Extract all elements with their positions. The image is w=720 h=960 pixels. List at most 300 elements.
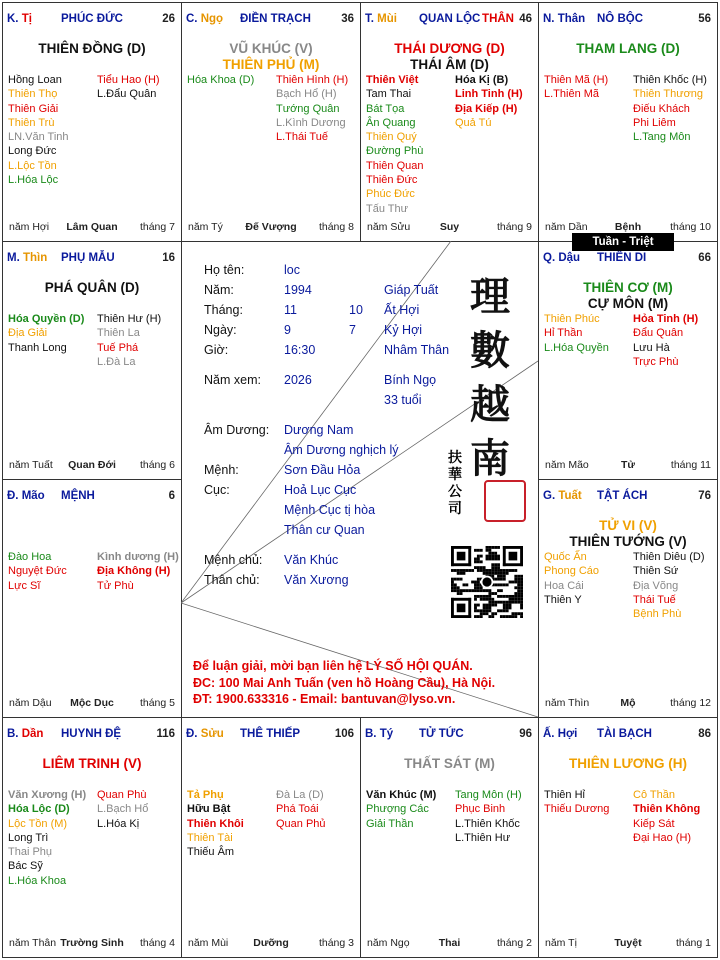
minor-stars-left xyxy=(366,788,436,831)
palace-name: HUYNH ĐỆ xyxy=(61,728,122,740)
palace-position xyxy=(543,252,580,264)
label-am-duong: Âm Dương: xyxy=(204,423,270,437)
minor-stars-left xyxy=(187,73,254,87)
palace-chi: Dậu xyxy=(558,252,581,264)
minor-star: Hữu Bật xyxy=(187,803,231,816)
palace-year: năm Thìn xyxy=(545,697,590,709)
palace-dai-han: 26 xyxy=(162,13,175,25)
minor-star: L.Hóa Khoa xyxy=(8,874,67,887)
minor-star: Thiên Hình (H) xyxy=(276,74,349,86)
palace-footer xyxy=(7,937,177,951)
main-star: CỰ MÔN (M) xyxy=(587,296,669,311)
minor-star: Thiếu Dương xyxy=(544,803,610,816)
minor-star: Tang Môn (H) xyxy=(455,789,522,801)
palace-chi: Mùi xyxy=(377,13,397,25)
palace-ty xyxy=(2,2,182,242)
palace-mui xyxy=(360,2,539,242)
palace-month: tháng 7 xyxy=(139,221,175,233)
palace-year: năm Tý xyxy=(188,221,223,233)
minor-star: Hồng Loan xyxy=(8,74,62,86)
truong-sinh: Thai xyxy=(438,937,461,949)
minor-star: L.Thiên Khốc xyxy=(455,817,520,830)
main-star: THIÊN CƠ (M) xyxy=(583,280,673,295)
palace-dai-han: 116 xyxy=(156,728,175,740)
minor-star: L.Hóa Kị xyxy=(97,817,140,830)
value-nam-can: Giáp Tuất xyxy=(384,283,439,297)
minor-stars-right xyxy=(97,550,179,593)
truong-sinh: Tuyệt xyxy=(614,937,642,949)
palace-header xyxy=(186,728,356,740)
value-nam-xem-can: Bính Ngọ xyxy=(384,373,437,387)
palace-month: tháng 4 xyxy=(139,937,175,949)
main-star: TỬ VI (V) xyxy=(599,518,657,533)
palace-footer xyxy=(186,221,356,235)
minor-star: Tuế Phá xyxy=(97,341,139,354)
minor-star: Cô Thần xyxy=(633,789,675,801)
contact-line-3: ĐT: 1900.633316 - Email: bantuvan@lyso.vn. xyxy=(193,692,456,706)
palace-position xyxy=(7,252,47,264)
main-star: THIÊN LƯƠNG (H) xyxy=(569,756,687,771)
qr-code-icon[interactable] xyxy=(451,546,523,618)
calligraphy-char: 數 xyxy=(470,327,510,374)
minor-star: Long Trì xyxy=(8,831,49,844)
main-star: THIÊN PHỦ (M) xyxy=(222,57,320,72)
minor-star: Thiên Không xyxy=(633,803,701,816)
palace-name: NÔ BỘC xyxy=(597,13,643,25)
value-cuc-2: Mệnh Cục tị hòa xyxy=(284,503,376,517)
minor-star: Hoa Cái xyxy=(544,579,584,592)
palace-dan xyxy=(2,717,182,958)
minor-star: L.Kình Dương xyxy=(276,116,346,129)
calligraphy-char: 理 xyxy=(470,273,510,320)
minor-star: Quốc Ấn xyxy=(544,551,587,563)
minor-stars-left xyxy=(8,73,69,187)
palace-dai-han: 16 xyxy=(162,252,175,264)
palace-name: THÊ THIẾP xyxy=(240,728,301,740)
palace-chi: Sửu xyxy=(200,728,224,740)
palace-header xyxy=(7,728,177,740)
minor-star: Phá Toái xyxy=(276,803,319,816)
minor-star: Thiên Thương xyxy=(633,88,704,101)
main-star: THÁI ÂM (D) xyxy=(410,57,489,72)
palace-chi: Mão xyxy=(21,490,45,502)
palace-dai-han: 56 xyxy=(698,13,711,25)
palace-name: THIÊN DI xyxy=(597,252,647,264)
minor-stars-left xyxy=(544,550,599,607)
minor-stars-left xyxy=(544,788,609,817)
palace-position xyxy=(7,490,45,502)
side-calligraphy-char: 公 xyxy=(448,484,462,500)
minor-star: Thiên Hư (H) xyxy=(97,313,162,325)
side-calligraphy xyxy=(448,450,464,518)
minor-star: Thiên Thọ xyxy=(8,88,58,101)
minor-stars-left xyxy=(8,788,86,888)
minor-star: Tiểu Hao (H) xyxy=(97,74,160,86)
palace-footer xyxy=(543,697,713,711)
palace-position xyxy=(365,13,397,25)
palace-chi: Hợi xyxy=(557,728,578,740)
minor-star: L.Hóa Lộc xyxy=(8,174,59,187)
main-star: THẤT SÁT (M) xyxy=(404,756,495,771)
palace-header xyxy=(543,13,713,25)
palace-thin xyxy=(2,241,182,480)
palace-year: năm Mão xyxy=(545,459,589,471)
palace-year: năm Sửu xyxy=(367,221,411,233)
minor-star: Bệnh Phù xyxy=(633,608,682,621)
minor-star: L.Thiên Mã xyxy=(544,88,600,101)
palace-dai-han: 6 xyxy=(168,490,175,502)
value-gio-can: Nhâm Thân xyxy=(384,343,450,357)
minor-stars-right xyxy=(455,73,523,130)
palace-footer xyxy=(365,221,534,235)
minor-star: Hóa Quyền (D) xyxy=(8,313,85,325)
minor-star: Thiên Sứ xyxy=(633,565,679,578)
minor-star: Thanh Long xyxy=(8,341,67,354)
palace-month: tháng 1 xyxy=(675,937,711,949)
minor-stars-right xyxy=(455,788,522,845)
palace-position xyxy=(543,728,577,740)
minor-star: Điếu Khách xyxy=(633,102,690,115)
minor-star: Thiên Đức xyxy=(366,174,418,187)
minor-star: Địa Kiếp (H) xyxy=(455,102,518,115)
palace-month: tháng 8 xyxy=(318,221,354,233)
minor-star: Thiên Giải xyxy=(8,102,59,115)
value-cuc: Hoả Lục Cục xyxy=(284,483,357,497)
palace-footer xyxy=(7,459,177,473)
label-gio: Giờ: xyxy=(204,343,229,357)
label-cuc: Cục: xyxy=(204,483,230,497)
minor-stars-right xyxy=(97,312,161,369)
minor-star: Thiên Quan xyxy=(366,159,424,172)
palace-mao xyxy=(2,479,182,718)
minor-star: Lộc Tồn (M) xyxy=(8,817,68,830)
side-calligraphy-char: 司 xyxy=(448,501,462,517)
label-menh: Mệnh: xyxy=(204,463,239,477)
minor-star: Phong Cáo xyxy=(544,565,600,578)
minor-star: Thiên Mã (H) xyxy=(544,74,609,86)
palace-can: B. xyxy=(365,728,377,740)
palace-dai-han: 76 xyxy=(698,490,711,502)
side-calligraphy-char: 華 xyxy=(448,467,462,483)
palace-year: năm Dần xyxy=(545,221,588,233)
value-gio: 16:30 xyxy=(284,343,316,357)
minor-star: Thiên Quý xyxy=(366,131,417,144)
label-ngay: Ngày: xyxy=(204,323,237,337)
truong-sinh: Đế Vượng xyxy=(245,221,297,233)
minor-star: Đẩu Quân xyxy=(633,327,684,340)
palace-chi: Tuất xyxy=(558,490,582,502)
minor-star: Văn Khúc (M) xyxy=(366,789,437,801)
palace-can: M. xyxy=(7,252,20,264)
value-tuoi: 33 tuổi xyxy=(384,393,422,407)
minor-star: Thiên La xyxy=(97,327,140,340)
minor-star: Linh Tinh (H) xyxy=(455,88,523,101)
palace-year: năm Thân xyxy=(9,937,57,949)
value-menh: Sơn Đầu Hỏa xyxy=(284,463,361,477)
palace-footer xyxy=(7,221,177,235)
minor-star: Văn Xương (H) xyxy=(8,789,87,801)
palace-name: PHÚC ĐỨC xyxy=(61,13,123,25)
minor-star: Địa Giải xyxy=(8,327,48,340)
minor-star: Ân Quang xyxy=(366,116,416,129)
minor-star: Trực Phù xyxy=(633,355,679,368)
minor-star: Phúc Đức xyxy=(366,188,415,201)
palace-chi: Dần xyxy=(21,728,44,740)
minor-star: Quả Tú xyxy=(455,116,492,129)
palace-footer xyxy=(7,697,177,711)
minor-stars-right xyxy=(276,788,326,831)
truong-sinh: Quan Đới xyxy=(68,459,116,471)
minor-star: Kình dương (H) xyxy=(97,551,179,563)
palace-year: năm Dậu xyxy=(9,697,52,709)
minor-star: Phục Binh xyxy=(455,803,506,816)
palace-name: TỬ TỨC xyxy=(419,728,464,740)
minor-star: Đà La (D) xyxy=(276,789,324,801)
main-star: THIÊN TƯỚNG (V) xyxy=(569,534,687,549)
truong-sinh: Lâm Quan xyxy=(66,221,118,233)
palace-year: năm Hợi xyxy=(9,221,50,233)
minor-star: Quan Phủ xyxy=(276,817,326,830)
palace-dai-han: 106 xyxy=(334,728,354,740)
palace-suu xyxy=(181,717,361,958)
minor-stars-left xyxy=(366,73,423,216)
minor-stars-right xyxy=(97,73,160,102)
value-nam-xem: 2026 xyxy=(284,373,312,387)
main-star: THIÊN ĐỒNG (D) xyxy=(38,41,146,56)
palace-dai-han: 96 xyxy=(519,728,532,740)
label-nam: Năm: xyxy=(204,283,234,297)
minor-star: Hỉ Thần xyxy=(544,327,583,340)
label-than-chu: Thân chủ: xyxy=(204,573,260,587)
minor-star: Hóa Kị (B) xyxy=(455,74,509,86)
palace-can: N. xyxy=(543,13,555,25)
palace-name: MỆNH xyxy=(61,490,95,502)
minor-star: L.Lộc Tồn xyxy=(8,159,57,172)
value-ngay-am: 7 xyxy=(349,323,356,337)
palace-position xyxy=(7,728,43,740)
palace-can: Ấ. xyxy=(543,728,555,740)
palace-dai-han: 86 xyxy=(698,728,711,740)
palace-dai-han: 46 xyxy=(519,13,532,25)
minor-star: L.Bạch Hổ xyxy=(97,803,149,816)
minor-star: Tử Phù xyxy=(97,579,134,592)
minor-star: Phượng Các xyxy=(366,803,429,816)
palace-chi: Thân xyxy=(557,13,586,25)
palace-month: tháng 2 xyxy=(496,937,532,949)
minor-stars-right xyxy=(97,788,148,831)
palace-month: tháng 12 xyxy=(670,697,711,709)
palace-year: năm Tuất xyxy=(9,459,53,471)
palace-month: tháng 5 xyxy=(139,697,175,709)
label-ho-ten: Họ tên: xyxy=(204,263,245,277)
minor-star: Thái Tuế xyxy=(633,593,676,606)
minor-star: Thiên Y xyxy=(544,593,582,606)
palace-position xyxy=(186,13,223,25)
minor-stars-left xyxy=(8,550,67,593)
minor-star: Đào Hoa xyxy=(8,551,52,563)
minor-star: Đại Hao (H) xyxy=(633,831,692,844)
calligraphy-char: 越 xyxy=(470,381,510,428)
palace-header xyxy=(186,13,356,25)
minor-stars-left xyxy=(8,312,84,355)
minor-stars-left xyxy=(187,788,244,859)
palace-chi: Tị xyxy=(21,13,32,25)
minor-star: Long Đức xyxy=(8,145,57,158)
palace-header xyxy=(543,490,713,502)
minor-star: Thai Phụ xyxy=(8,846,53,859)
minor-star: Hóa Lộc (D) xyxy=(8,803,70,816)
calligraphy-char: 南 xyxy=(470,435,510,482)
palace-footer xyxy=(543,459,713,473)
minor-star: Tả Phụ xyxy=(187,789,224,801)
value-ho-ten: loc xyxy=(284,263,300,277)
palace-name: TẬT ÁCH xyxy=(597,490,648,502)
palace-can: K. xyxy=(7,13,19,25)
minor-star: Tướng Quân xyxy=(276,102,340,115)
calligraphy xyxy=(470,270,530,486)
minor-stars-left xyxy=(544,312,609,355)
palace-year: năm Tị xyxy=(545,937,577,949)
palace-tuat xyxy=(538,479,718,718)
palace-than xyxy=(538,2,718,242)
minor-star: Bát Tọa xyxy=(366,102,405,115)
minor-star: Lực Sĩ xyxy=(8,579,41,592)
value-am-duong-2: Âm Dương nghịch lý xyxy=(284,443,399,457)
minor-star: Nguyệt Đức xyxy=(8,565,67,578)
palace-hoi xyxy=(538,717,718,958)
minor-star: Hóa Khoa (D) xyxy=(187,74,255,86)
truong-sinh: Dưỡng xyxy=(253,937,289,949)
truong-sinh: Suy xyxy=(439,221,460,233)
palace-dai-han: 66 xyxy=(698,252,711,264)
label-nam-xem: Năm xem: xyxy=(204,373,261,387)
value-cuc-3: Thân cư Quan xyxy=(284,523,365,537)
minor-star: Kiếp Sát xyxy=(633,817,675,830)
minor-star: Quan Phù xyxy=(97,789,147,801)
contact-line-1: Để luận giải, mời bạn liên hệ LÝ SỐ HỘI QUÁN. xyxy=(193,659,473,673)
minor-stars-left xyxy=(544,73,608,102)
palace-header xyxy=(543,252,713,264)
minor-star: Thiên Tài xyxy=(187,831,233,844)
palace-month: tháng 3 xyxy=(318,937,354,949)
palace-chi: Ngọ xyxy=(200,13,224,25)
palace-can: G. xyxy=(543,490,556,502)
red-seal-stamp xyxy=(484,480,526,522)
tuan-triet-badge: Tuần - Triệt xyxy=(572,233,674,251)
main-star: THAM LANG (D) xyxy=(576,41,680,56)
minor-star: Thiên Hỉ xyxy=(544,789,585,801)
palace-month: tháng 11 xyxy=(670,459,711,471)
minor-star: Thiên Trù xyxy=(8,116,55,129)
palace-position xyxy=(543,13,585,25)
palace-month: tháng 9 xyxy=(496,221,532,233)
minor-star: L.Hóa Quyền xyxy=(544,341,609,354)
palace-position xyxy=(186,728,224,740)
palace-footer xyxy=(186,937,356,951)
label-menh-chu: Mệnh chủ: xyxy=(204,553,263,567)
palace-header xyxy=(543,728,713,740)
palace-header xyxy=(365,728,534,740)
minor-star: Thiên Khốc (H) xyxy=(633,74,707,86)
value-menh-chu: Văn Khúc xyxy=(284,553,339,567)
value-thang: 11 xyxy=(284,303,297,317)
palace-can: C. xyxy=(186,13,198,25)
palace-month: tháng 6 xyxy=(139,459,175,471)
palace-dai-han: 36 xyxy=(341,13,354,25)
minor-star: Địa Không (H) xyxy=(97,565,171,578)
palace-name: ĐIỀN TRẠCH xyxy=(240,13,311,25)
main-star: THÁI DƯƠNG (D) xyxy=(394,41,505,56)
minor-star: Thiên Việt xyxy=(366,74,419,86)
value-am-duong: Dương Nam xyxy=(284,423,354,437)
minor-star: L.Tang Môn xyxy=(633,131,691,144)
palace-name: TÀI BẠCH xyxy=(597,728,652,740)
minor-stars-right xyxy=(633,73,707,144)
minor-star: Tấu Thư xyxy=(366,202,409,215)
palace-ngo xyxy=(181,2,361,242)
minor-star: L.Thái Tuế xyxy=(276,131,328,144)
palace-name: QUAN LỘC xyxy=(419,13,481,25)
minor-stars-right xyxy=(633,312,698,369)
palace-ty2 xyxy=(360,717,539,958)
palace-footer xyxy=(543,937,713,951)
palace-header xyxy=(7,490,177,502)
palace-can: B. xyxy=(7,728,19,740)
minor-star: Thiên Diêu (D) xyxy=(633,551,705,563)
minor-star: L.Đẩu Quân xyxy=(97,88,157,101)
palace-can: Đ. xyxy=(186,728,198,740)
minor-star: Phi Liêm xyxy=(633,116,676,129)
minor-star: Thiên Khôi xyxy=(187,817,244,830)
value-nam: 1994 xyxy=(284,283,312,297)
palace-position xyxy=(543,490,582,502)
palace-position xyxy=(7,13,32,25)
palace-can: Q. xyxy=(543,252,556,264)
palace-footer xyxy=(365,937,534,951)
truong-sinh: Tử xyxy=(620,459,636,471)
palace-year: năm Ngọ xyxy=(367,937,410,949)
minor-star: Tam Thai xyxy=(366,88,412,101)
palace-name: PHỤ MẪU xyxy=(61,252,115,264)
palace-than-marker: THÂN xyxy=(482,13,514,25)
palace-dau xyxy=(538,241,718,480)
palace-chi: Thìn xyxy=(22,252,48,264)
value-thang-can: Ất Hợi xyxy=(384,303,420,317)
palace-month: tháng 10 xyxy=(670,221,711,233)
palace-position xyxy=(365,728,393,740)
minor-star: Lưu Hà xyxy=(633,341,670,354)
truong-sinh: Trường Sinh xyxy=(60,937,124,949)
minor-star: Hỏa Tinh (H) xyxy=(633,313,699,325)
truong-sinh: Mộc Dục xyxy=(70,697,114,709)
palace-can: T. xyxy=(365,13,374,25)
palace-header xyxy=(7,252,177,264)
side-calligraphy-char: 扶 xyxy=(448,450,462,466)
truong-sinh: Bệnh xyxy=(614,221,642,233)
minor-star: Thiếu Âm xyxy=(187,846,235,859)
minor-star: L.Thiên Hư xyxy=(455,831,511,844)
minor-star: Thiên Phúc xyxy=(544,313,600,325)
minor-stars-right xyxy=(633,788,700,845)
minor-star: Giải Thần xyxy=(366,817,414,830)
value-thang-am: 10 xyxy=(349,303,363,317)
palace-header xyxy=(7,13,177,25)
minor-star: Đường Phù xyxy=(366,145,424,158)
minor-stars-right xyxy=(276,73,348,144)
minor-star: L.Đà La xyxy=(97,355,136,368)
main-star: PHÁ QUÂN (D) xyxy=(44,280,140,295)
label-thang: Tháng: xyxy=(204,303,243,317)
